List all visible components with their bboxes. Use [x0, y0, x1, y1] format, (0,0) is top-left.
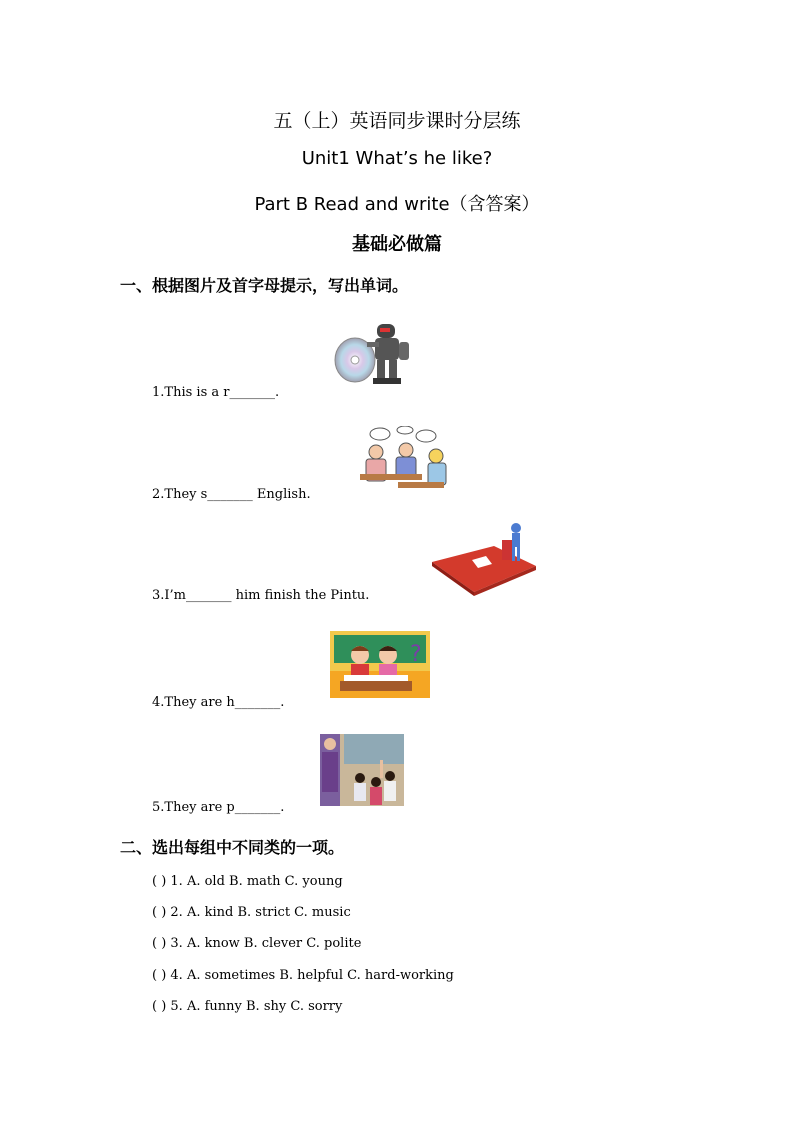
unit-title: Unit1 What’s he like? — [301, 148, 493, 169]
option-row-4: ( ) 4. A. sometimes B. helpful C. hard-working — [152, 968, 454, 983]
question-2: 2.They s_______ English. — [152, 487, 311, 502]
option-row-3: ( ) 3. A. know B. clever C. polite — [152, 936, 362, 951]
svg-text:?: ? — [410, 642, 422, 667]
option-row-1: ( ) 1. A. old B. math C. young — [152, 874, 343, 889]
question-4: 4.They are h_______. — [152, 695, 285, 710]
section-2-heading: 二、选出每组中不同类的一项。 — [120, 838, 345, 857]
classroom-picture — [320, 734, 404, 806]
kids-studying-picture — [330, 631, 430, 698]
puzzle-figure-picture — [432, 520, 538, 596]
option-row-2: ( ) 2. A. kind B. strict C. music — [152, 905, 351, 920]
part-title: Part B Read and write（含答案） — [254, 194, 540, 215]
level-title: 基础必做篇 — [352, 234, 442, 255]
robot-with-cd-picture — [333, 320, 415, 386]
worksheet-title: 五（上）英语同步课时分层练 — [273, 110, 521, 132]
option-row-5: ( ) 5. A. funny B. shy C. sorry — [152, 999, 343, 1014]
people-speaking-picture — [360, 426, 452, 494]
question-3: 3.I’m_______ him finish the Pintu. — [152, 588, 370, 603]
question-1: 1.This is a r_______. — [152, 385, 280, 400]
question-5: 5.They are p_______. — [152, 800, 285, 815]
section-1-heading: 一、根据图片及首字母提示，写出单词。 — [120, 276, 409, 295]
